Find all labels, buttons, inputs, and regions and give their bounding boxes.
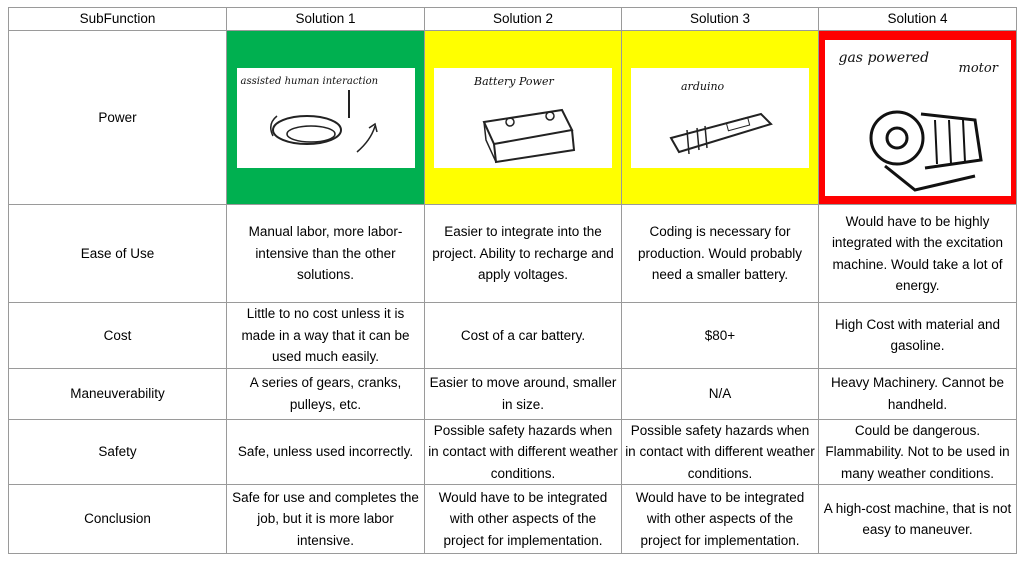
safety-solution-4: Could be dangerous. Flammability. Not to be used in many weather conditions.: [819, 419, 1017, 485]
sketch-battery: [434, 68, 612, 168]
ease-of-use-row: [9, 205, 1017, 303]
sketch-caption: Battery Power: [474, 74, 554, 88]
ease-solution-4: Would have to be highly integrated with the excitation machine. Would take a lot of energy.: [819, 205, 1017, 303]
cost-solution-4: High Cost with material and gasoline.: [819, 303, 1017, 369]
conclusion-solution-1: Safe for use and completes the job, but it is more labor intensive.: [227, 485, 425, 554]
conclusion-row: [9, 485, 1017, 554]
row-label-maneuverability: Maneuverability: [9, 368, 227, 419]
cost-solution-3: $80+: [622, 303, 819, 369]
safety-solution-2: Possible safety hazards when in contact with different weather conditions.: [425, 419, 622, 485]
sketch-human-crank: [237, 68, 415, 168]
header-solution-3: Solution 3: [622, 8, 819, 31]
power-solution-4: [819, 31, 1017, 205]
cost-row: [9, 303, 1017, 369]
conclusion-solution-4: A high-cost machine, that is not easy to maneuver.: [819, 485, 1017, 554]
maneuver-solution-2: Easier to move around, smaller in size.: [425, 368, 622, 419]
crank-sketch-icon: [237, 68, 415, 168]
rating-green-fill: [227, 31, 424, 204]
ease-solution-3: Coding is necessary for production. Would probably need a smaller battery.: [622, 205, 819, 303]
header-solution-1: Solution 1: [227, 8, 425, 31]
maneuverability-row: [9, 368, 1017, 419]
conclusion-solution-3: Would have to be integrated with other aspects of the project for implementation.: [622, 485, 819, 554]
cost-solution-2: Cost of a car battery.: [425, 303, 622, 369]
rating-yellow-fill: [425, 31, 621, 204]
maneuver-solution-4: Heavy Machinery. Cannot be handheld.: [819, 368, 1017, 419]
conclusion-solution-2: Would have to be integrated with other aspects of the project for implementation.: [425, 485, 622, 554]
maneuver-solution-3: N/A: [622, 368, 819, 419]
header-subfunction: SubFunction: [9, 8, 227, 31]
power-solution-3: [622, 31, 819, 205]
sketch-caption: motor: [958, 60, 998, 76]
row-label-cost: Cost: [9, 303, 227, 369]
safety-row: [9, 419, 1017, 485]
header-solution-4: Solution 4: [819, 8, 1017, 31]
header-row: [9, 8, 1017, 31]
sketch-caption: assisted human interaction: [240, 75, 379, 87]
cost-solution-1: Little to no cost unless it is made in a way that it can be used much easily.: [227, 303, 425, 369]
ease-solution-1: Manual labor, more labor-intensive than the other solutions.: [227, 205, 425, 303]
arduino-sketch-icon: [631, 68, 809, 168]
header-solution-2: Solution 2: [425, 8, 622, 31]
maneuver-solution-1: A series of gears, cranks, pulleys, etc.: [227, 368, 425, 419]
safety-solution-3: Possible safety hazards when in contact with different weather conditions.: [622, 419, 819, 485]
power-row: [9, 31, 1017, 205]
rating-red-fill: [819, 31, 1016, 204]
battery-sketch-icon: [434, 68, 612, 168]
power-solution-2: [425, 31, 622, 205]
row-label-ease: Ease of Use: [9, 205, 227, 303]
row-label-safety: Safety: [9, 419, 227, 485]
ease-solution-2: Easier to integrate into the project. Ability to recharge and apply voltages.: [425, 205, 622, 303]
safety-solution-1: Safe, unless used incorrectly.: [227, 419, 425, 485]
rating-yellow-fill: [622, 31, 818, 204]
row-label-power: Power: [9, 31, 227, 205]
power-solution-1: [227, 31, 425, 205]
sketch-gas-motor: [825, 40, 1011, 196]
comparison-table: [8, 7, 1017, 554]
sketch-arduino: [631, 68, 809, 168]
sketch-caption: gas powered: [838, 49, 930, 66]
motor-sketch-icon: [825, 40, 1011, 196]
sketch-caption: arduino: [681, 79, 725, 93]
row-label-conclusion: Conclusion: [9, 485, 227, 554]
